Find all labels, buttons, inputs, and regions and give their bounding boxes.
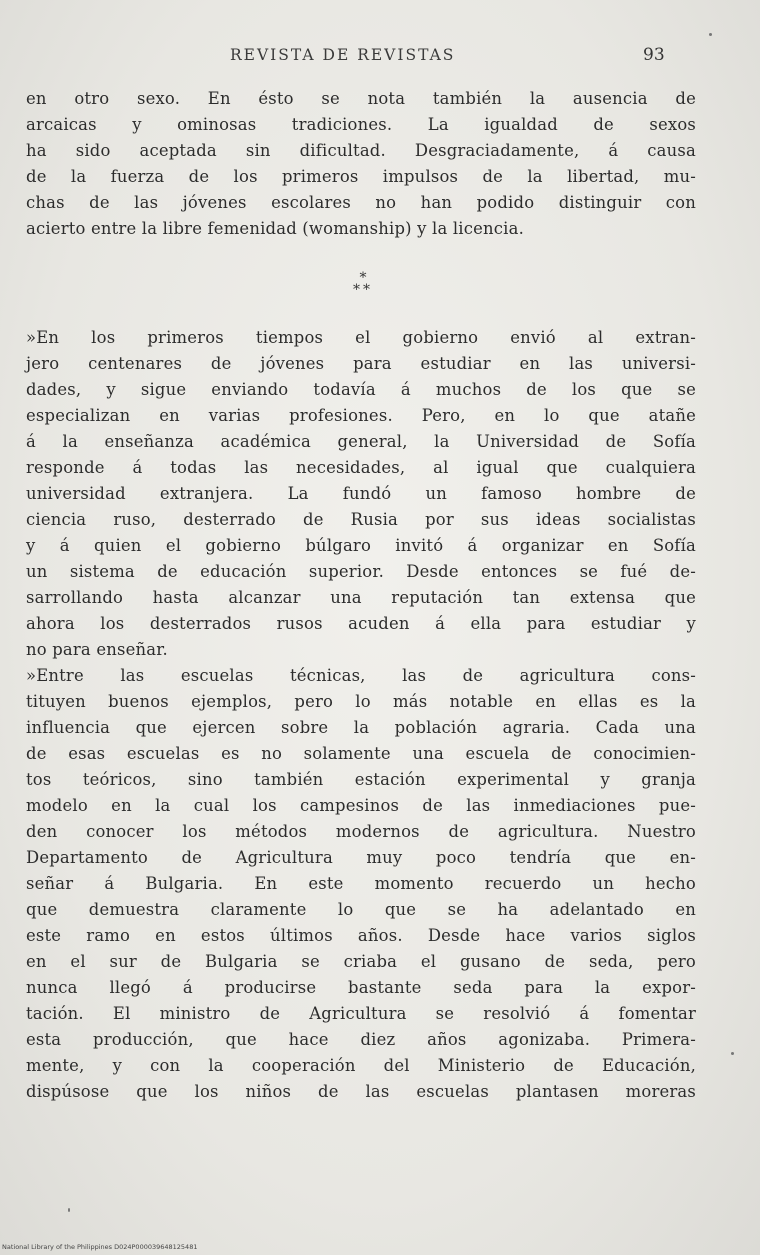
text-line: de la fuerza de los primeros impulsos de la libertad, mu- xyxy=(26,167,696,186)
text-line: este ramo en estos últimos años. Desde hace varios siglos xyxy=(26,926,696,945)
text-line: »En los primeros tiempos el gobierno envió al extran- xyxy=(26,328,696,347)
text-line: arcaicas y ominosas tradiciones. La igualdad de sexos xyxy=(26,115,696,134)
text-line: den conocer los métodos modernos de agricultura. Nuestro xyxy=(26,822,696,841)
text-line: influencia que ejercen sobre la población agraria. Cada una xyxy=(26,718,696,737)
text-line: ciencia ruso, desterrado de Rusia por sus ideas socialistas xyxy=(26,510,696,529)
text-line: señar á Bulgaria. En este momento recuerdo un hecho xyxy=(26,874,696,893)
text-line: tituyen buenos ejemplos, pero lo más notable en ellas es la xyxy=(26,692,696,711)
main-text xyxy=(26,325,696,1105)
asterism-bottom: ** xyxy=(353,282,373,298)
text-line: en el sur de Bulgaria se criaba el gusano de seda, pero xyxy=(26,952,696,971)
text-line: tos teóricos, sino también estación experimental y granja xyxy=(26,770,696,789)
text-line: sarrollando hasta alcanzar una reputación tan extensa que xyxy=(26,588,696,607)
text-line: y á quien el gobierno búlgaro invitó á organizar en Sofía xyxy=(26,536,696,555)
library-stamp: National Library of the Philippines D024P000039648125481 xyxy=(2,1243,198,1251)
text-line: á la enseñanza académica general, la Universidad de Sofía xyxy=(26,432,696,451)
asterism-top: * xyxy=(359,270,367,286)
text-line: de esas escuelas es no solamente una escuela de conocimien- xyxy=(26,744,696,763)
text-line: esta producción, que hace diez años agonizaba. Primera- xyxy=(26,1030,696,1049)
text-line: responde á todas las necesidades, al igual que cualquiera xyxy=(26,458,696,477)
paragraph-continuation xyxy=(26,86,696,242)
page-number: 93 xyxy=(643,45,665,65)
text-line: mente, y con la cooperación del Ministerio de Educación, xyxy=(26,1056,696,1075)
text-line: acierto entre la libre femenidad (womanship) y la licencia. xyxy=(26,219,524,238)
text-line: universidad extranjera. La fundó un famoso hombre de xyxy=(26,484,696,503)
text-line: especializan en varias profesiones. Pero, en lo que atañe xyxy=(26,406,696,425)
running-head: REVISTA DE REVISTAS xyxy=(230,46,456,64)
asterism-separator xyxy=(348,272,378,296)
text-line: un sistema de educación superior. Desde entonces se fué de- xyxy=(26,562,696,581)
text-line: »Entre las escuelas técnicas, las de agricultura cons- xyxy=(26,666,696,685)
text-line: dispúsose que los niños de las escuelas plantasen moreras xyxy=(26,1082,696,1101)
text-line: en otro sexo. En ésto se nota también la ausencia de xyxy=(26,89,696,108)
text-line: tación. El ministro de Agricultura se resolvió á fomentar xyxy=(26,1004,696,1023)
text-line: ahora los desterrados rusos acuden á ella para estudiar y xyxy=(26,614,696,633)
page-header xyxy=(0,46,760,70)
text-line: jero centenares de jóvenes para estudiar en las universi- xyxy=(26,354,696,373)
text-line: no para enseñar. xyxy=(26,640,168,659)
paragraph-technical-schools xyxy=(26,663,696,1105)
text-line: modelo en la cual los campesinos de las inmediaciones pue- xyxy=(26,796,696,815)
text-line: que demuestra claramente lo que se ha adelantado en xyxy=(26,900,696,919)
text-line: Departamento de Agricultura muy poco tendría que en- xyxy=(26,848,696,867)
scan-speck xyxy=(68,1208,70,1212)
paragraph-universities xyxy=(26,325,696,663)
text-line: dades, y sigue enviando todavía á muchos de los que se xyxy=(26,380,696,399)
scan-speck xyxy=(731,1052,734,1055)
text-line: nunca llegó á producirse bastante seda para la expor- xyxy=(26,978,696,997)
text-line: ha sido aceptada sin dificultad. Desgraciadamente, á causa xyxy=(26,141,696,160)
scan-speck xyxy=(709,33,712,36)
text-line: chas de las jóvenes escolares no han podido distinguir con xyxy=(26,193,696,212)
